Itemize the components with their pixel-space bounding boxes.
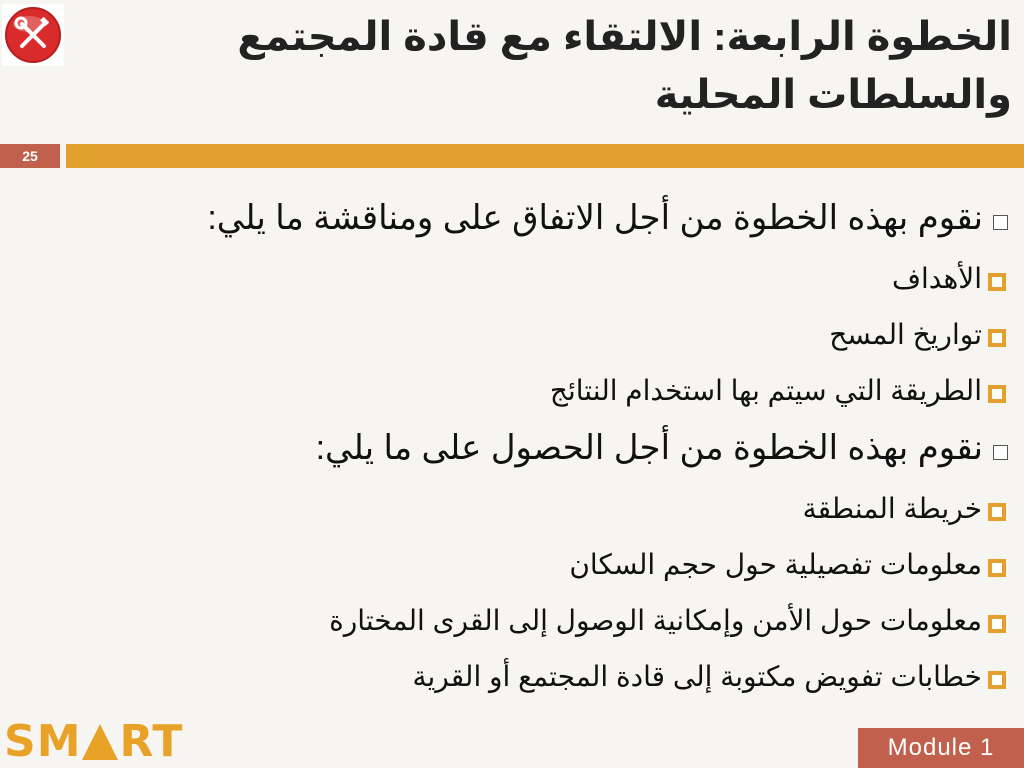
list-item xyxy=(148,363,1008,419)
list-item-text: الأهداف xyxy=(891,263,982,294)
smart-logo-right: RT xyxy=(119,716,184,767)
triangle-icon xyxy=(82,724,118,760)
hollow-square-icon xyxy=(993,215,1008,230)
list-item-text: خطابات تفويض مكتوبة إلى قادة المجتمع أو القرية xyxy=(412,661,982,692)
orange-square-icon xyxy=(988,671,1006,689)
section-heading-text: نقوم بهذه الخطوة من أجل الاتفاق على ومناقشة ما يلي: xyxy=(207,199,983,237)
list-item xyxy=(148,649,1008,705)
orange-square-icon xyxy=(988,559,1006,577)
hollow-square-icon xyxy=(993,445,1008,460)
page-number: 25 xyxy=(0,144,60,168)
list-item-text: معلومات حول الأمن وإمكانية الوصول إلى القرى المختارة xyxy=(329,605,982,636)
section-heading-1 xyxy=(148,195,1008,241)
slide-content xyxy=(148,195,1008,705)
section-heading-2 xyxy=(148,425,1008,471)
orange-square-icon xyxy=(988,385,1006,403)
list-item xyxy=(148,481,1008,537)
orange-square-icon xyxy=(988,329,1006,347)
list-item-text: تواريخ المسح xyxy=(829,319,982,350)
list-item xyxy=(148,251,1008,307)
list-item-text: خريطة المنطقة xyxy=(802,493,982,524)
list-item xyxy=(148,593,1008,649)
smart-logo-left: SM xyxy=(4,716,82,767)
orange-square-icon xyxy=(988,503,1006,521)
module-label: Module 1 xyxy=(858,728,1024,768)
list-item xyxy=(148,307,1008,363)
orange-square-icon xyxy=(988,273,1006,291)
header-accent-bar xyxy=(66,144,1024,168)
orange-square-icon xyxy=(988,615,1006,633)
list-item-text: معلومات تفصيلية حول حجم السكان xyxy=(569,549,982,580)
tools-icon xyxy=(2,4,64,66)
list-item xyxy=(148,537,1008,593)
page-title: الخطوة الرابعة: الالتقاء مع قادة المجتمع والسلطات المحلية xyxy=(237,15,1012,117)
smart-logo xyxy=(4,716,184,767)
section-heading-text: نقوم بهذه الخطوة من أجل الحصول على ما يلي: xyxy=(315,429,983,467)
list-item-text: الطريقة التي سيتم بها استخدام النتائج xyxy=(549,375,982,406)
